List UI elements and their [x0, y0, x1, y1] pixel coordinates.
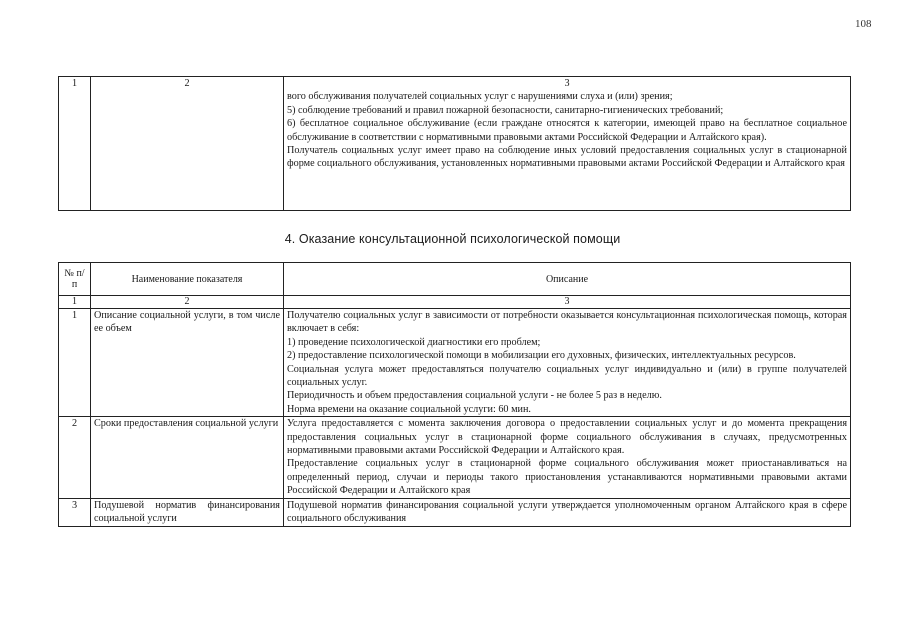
column-index-3: 3 — [564, 78, 570, 89]
page-number: 108 — [855, 18, 872, 30]
indicator-description — [284, 498, 851, 526]
column-index-2: 2 — [91, 77, 284, 211]
paragraph: Периодичность и объем предоставления социальной услуги - не более 5 раз в неделю. — [287, 390, 662, 402]
indicator-description — [284, 309, 851, 417]
table-header-row — [59, 263, 851, 296]
text-line: 6) бесплатное социальное обслуживание (если граждане относятся к категории, имеющей право на бесплатное социальное обслуживание в соответствии с нормативными правовыми актами Российской Федерации и Алтайского края). — [287, 118, 847, 143]
table-row — [59, 498, 851, 526]
indicator-name: Описание социальной услуги, в том числе ее объем — [91, 309, 284, 417]
header-description: Описание — [284, 263, 851, 296]
text-line: 5) соблюдение требований и правил пожарной безопасности, санитарно-гигиенических требований; — [287, 104, 724, 116]
paragraph: Социальная услуга может предоставляться получателю социальных услуг индивидуально и (или) в группе получателей социальных услуг. — [287, 363, 847, 389]
continuation-description — [284, 77, 851, 211]
paragraph: Получателю социальных услуг в зависимости от потребности оказывается консультационная психологическая помощь, которая включает в себя: — [287, 310, 847, 335]
column-index-1: 1 — [59, 296, 91, 309]
table-row — [59, 77, 851, 211]
column-index-1: 1 — [59, 77, 91, 211]
column-index-row — [59, 296, 851, 309]
paragraph: Предоставление социальных услуг в стационарной форме социального обслуживания может приостанавливаться на определенный период, случаи и периоды такого приостановления устанавливаются нормативными правовыми актами Российской Федерации и Алтайского края — [287, 458, 847, 497]
paragraph: 1) проведение психологической диагностики его проблем; — [287, 336, 541, 348]
indicator-name: Сроки предоставления социальной услуги — [91, 417, 284, 498]
paragraph: Услуга предоставляется с момента заключения договора о предоставлении социальных услуг и до момента прекращения предоставления социальных услуг в стационарной форме социального обслуживания в случаях, предусмотренных нормативными правовыми актами Российской Федерации и Алтайского края. — [287, 418, 847, 457]
row-number: 3 — [59, 498, 91, 526]
text-line: вого обслуживания получателей социальных услуг с нарушениями слуха и (или) зрения; — [287, 91, 673, 103]
paragraph: Подушевой норматив финансирования социальной услуги утверждается уполномоченным органом Алтайского края в сфере социального обслуживания — [287, 499, 847, 525]
service-table — [58, 262, 851, 527]
paragraph: Норма времени на оказание социальной услуги: 60 мин. — [287, 403, 531, 415]
header-num: № п/п — [59, 263, 91, 296]
indicator-name: Подушевой норматив финансирования социальной услуги — [91, 498, 284, 526]
paragraph: 2) предоставление психологической помощи в мобилизации его духовных, физических, интеллектуальных ресурсов. — [287, 350, 796, 362]
row-number: 1 — [59, 309, 91, 417]
continuation-table — [58, 76, 851, 211]
table-row — [59, 417, 851, 498]
row-number: 2 — [59, 417, 91, 498]
column-index-3: 3 — [284, 296, 851, 309]
table-row — [59, 309, 851, 417]
section-title: 4. Оказание консультационной психологической помощи — [284, 232, 621, 246]
text-line: Получатель социальных услуг имеет право на соблюдение иных условий предоставления социальных услуг в стационарной форме социального обслуживания, установленных нормативными правовыми актами Российской Федерации и Алтайского края — [287, 145, 847, 170]
column-index-2: 2 — [91, 296, 284, 309]
header-name: Наименование показателя — [91, 263, 284, 296]
indicator-description — [284, 417, 851, 498]
